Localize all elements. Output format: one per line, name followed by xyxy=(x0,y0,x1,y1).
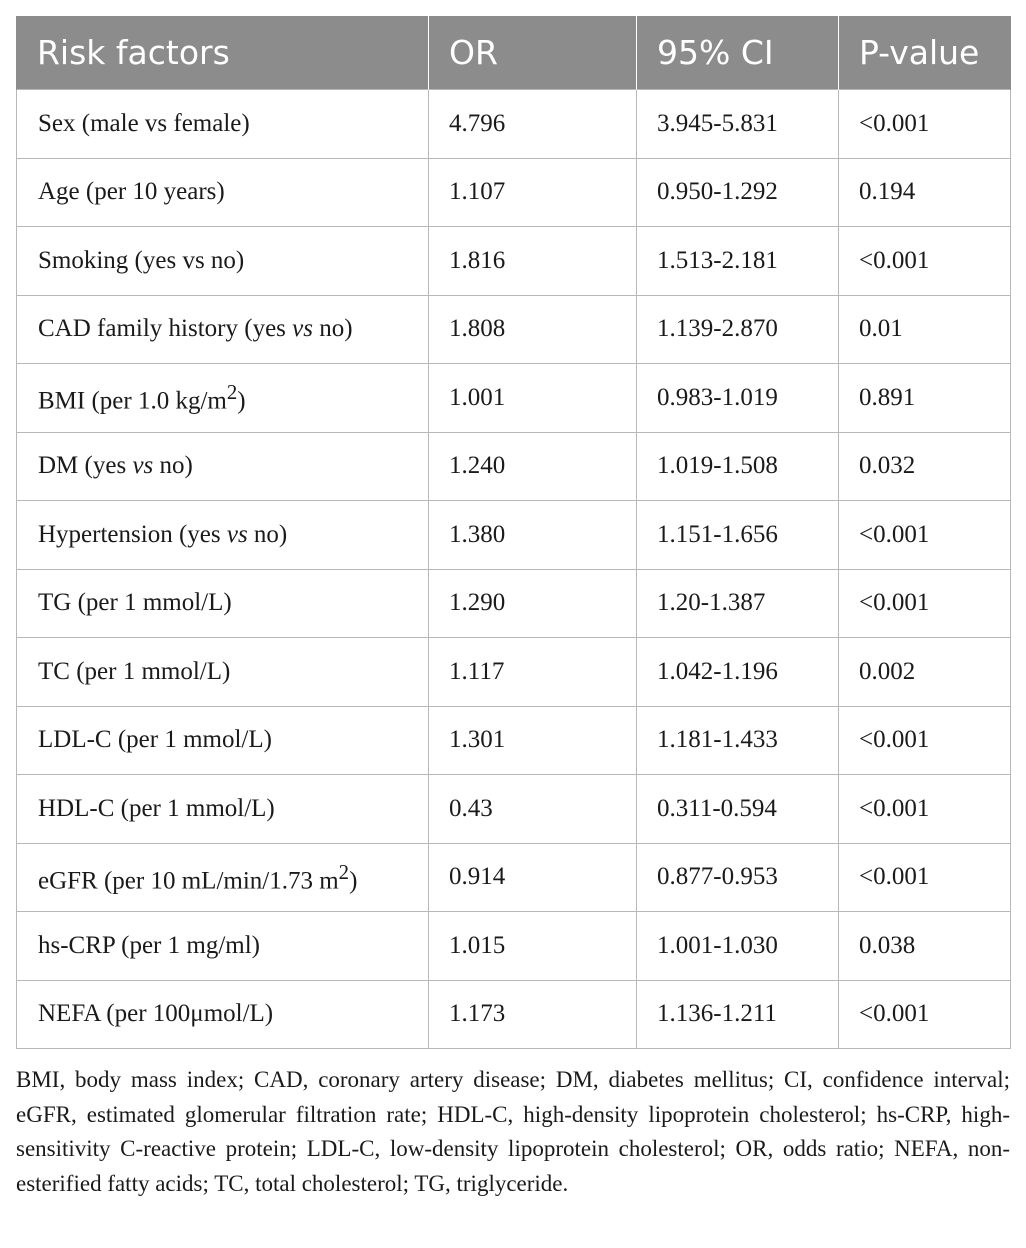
or-cell: 4.796 xyxy=(429,90,637,159)
table-row xyxy=(17,432,1011,501)
or-cell: 1.015 xyxy=(429,912,637,981)
p-value-cell: <0.001 xyxy=(839,501,1011,570)
or-cell: 1.301 xyxy=(429,706,637,775)
risk-factor-cell: LDL-C (per 1 mmol/L) xyxy=(17,706,429,775)
or-cell: 1.001 xyxy=(429,364,637,433)
ci-cell: 0.311-0.594 xyxy=(637,775,839,844)
header-ci: 95% CI xyxy=(637,16,839,90)
risk-factor-cell: TC (per 1 mmol/L) xyxy=(17,638,429,707)
factor-text: eGFR (per 10 mL/min/1.73 m xyxy=(38,866,339,894)
header-risk-factors: Risk factors xyxy=(17,16,429,90)
header-p-value: P-value xyxy=(839,16,1011,90)
p-value-cell: 0.002 xyxy=(839,638,1011,707)
risk-factor-table xyxy=(16,16,1011,1049)
or-cell: 1.240 xyxy=(429,432,637,501)
p-value-cell: 0.032 xyxy=(839,432,1011,501)
table-row xyxy=(17,364,1011,433)
risk-factor-cell xyxy=(17,501,429,570)
or-cell: 1.380 xyxy=(429,501,637,570)
p-value-cell: 0.01 xyxy=(839,295,1011,364)
table-body xyxy=(17,90,1011,1049)
factor-text: CAD family history (yes xyxy=(38,315,293,343)
header-row xyxy=(17,16,1011,90)
results-table-container xyxy=(16,16,1010,1201)
ci-cell: 1.019-1.508 xyxy=(637,432,839,501)
factor-superscript: 2 xyxy=(338,859,350,884)
factor-text: ) xyxy=(349,866,358,894)
ci-cell: 1.001-1.030 xyxy=(637,912,839,981)
risk-factor-cell xyxy=(17,295,429,364)
table-row xyxy=(17,569,1011,638)
or-cell: 1.107 xyxy=(429,158,637,227)
risk-factor-cell xyxy=(17,843,429,912)
ci-cell: 1.181-1.433 xyxy=(637,706,839,775)
risk-factor-cell: hs-CRP (per 1 mg/ml) xyxy=(17,912,429,981)
risk-factor-cell: HDL-C (per 1 mmol/L) xyxy=(17,775,429,844)
ci-cell: 1.513-2.181 xyxy=(637,227,839,296)
p-value-cell: 0.891 xyxy=(839,364,1011,433)
table-row xyxy=(17,843,1011,912)
ci-cell: 0.877-0.953 xyxy=(637,843,839,912)
p-value-cell: <0.001 xyxy=(839,980,1011,1049)
risk-factor-cell xyxy=(17,364,429,433)
risk-factor-cell xyxy=(17,432,429,501)
table-row xyxy=(17,912,1011,981)
factor-text: no) xyxy=(247,520,288,548)
ci-cell: 1.136-1.211 xyxy=(637,980,839,1049)
factor-text: no) xyxy=(153,452,193,480)
risk-factor-cell: Sex (male vs female) xyxy=(17,90,429,159)
table-row xyxy=(17,158,1011,227)
p-value-cell: 0.194 xyxy=(839,158,1011,227)
risk-factor-cell: NEFA (per 100μmol/L) xyxy=(17,980,429,1049)
ci-cell: 0.983-1.019 xyxy=(637,364,839,433)
factor-italic-vs: vs xyxy=(226,520,248,548)
header-or: OR xyxy=(429,16,637,90)
ci-cell: 3.945-5.831 xyxy=(637,90,839,159)
factor-text: BMI (per 1.0 kg/m xyxy=(38,387,227,415)
factor-italic-vs: vs xyxy=(132,452,154,480)
table-row xyxy=(17,501,1011,570)
risk-factor-cell: TG (per 1 mmol/L) xyxy=(17,569,429,638)
table-footnote: BMI, body mass index; CAD, coronary artery disease; DM, diabetes mellitus; CI, confidence interval; eGFR, estimated glomerular filtration rate; HDL-C, high-density lipoprotein cholesterol; hs-CRP, high-sensitivity C-reactive protein; LDL-C, low-density lipoprotein cholesterol; OR, odds ratio; NEFA, non-esterified fatty acids; TC, total cholesterol; TG, triglyceride. xyxy=(16,1067,1010,1196)
table-row xyxy=(17,980,1011,1049)
table-row xyxy=(17,775,1011,844)
ci-cell: 1.042-1.196 xyxy=(637,638,839,707)
p-value-cell: <0.001 xyxy=(839,90,1011,159)
or-cell: 1.816 xyxy=(429,227,637,296)
factor-text: DM (yes xyxy=(38,452,133,480)
table-row xyxy=(17,638,1011,707)
factor-text: Hypertension (yes xyxy=(38,520,227,548)
table-header xyxy=(17,16,1011,90)
p-value-cell: 0.038 xyxy=(839,912,1011,981)
factor-italic-vs: vs xyxy=(292,315,313,343)
risk-factor-cell: Age (per 10 years) xyxy=(17,158,429,227)
table-row xyxy=(17,706,1011,775)
p-value-cell: <0.001 xyxy=(839,775,1011,844)
or-cell: 0.43 xyxy=(429,775,637,844)
table-row xyxy=(17,295,1011,364)
p-value-cell: <0.001 xyxy=(839,706,1011,775)
ci-cell: 1.20-1.387 xyxy=(637,569,839,638)
factor-text: ) xyxy=(237,387,246,415)
risk-factor-cell: Smoking (yes vs no) xyxy=(17,227,429,296)
or-cell: 1.117 xyxy=(429,638,637,707)
p-value-cell: <0.001 xyxy=(839,569,1011,638)
table-row xyxy=(17,227,1011,296)
or-cell: 0.914 xyxy=(429,843,637,912)
ci-cell: 1.151-1.656 xyxy=(637,501,839,570)
table-row xyxy=(17,90,1011,159)
p-value-cell: <0.001 xyxy=(839,843,1011,912)
ci-cell: 1.139-2.870 xyxy=(637,295,839,364)
p-value-cell: <0.001 xyxy=(839,227,1011,296)
or-cell: 1.173 xyxy=(429,980,637,1049)
or-cell: 1.290 xyxy=(429,569,637,638)
ci-cell: 0.950-1.292 xyxy=(637,158,839,227)
factor-text: no) xyxy=(312,315,353,343)
factor-superscript: 2 xyxy=(226,380,238,405)
or-cell: 1.808 xyxy=(429,295,637,364)
